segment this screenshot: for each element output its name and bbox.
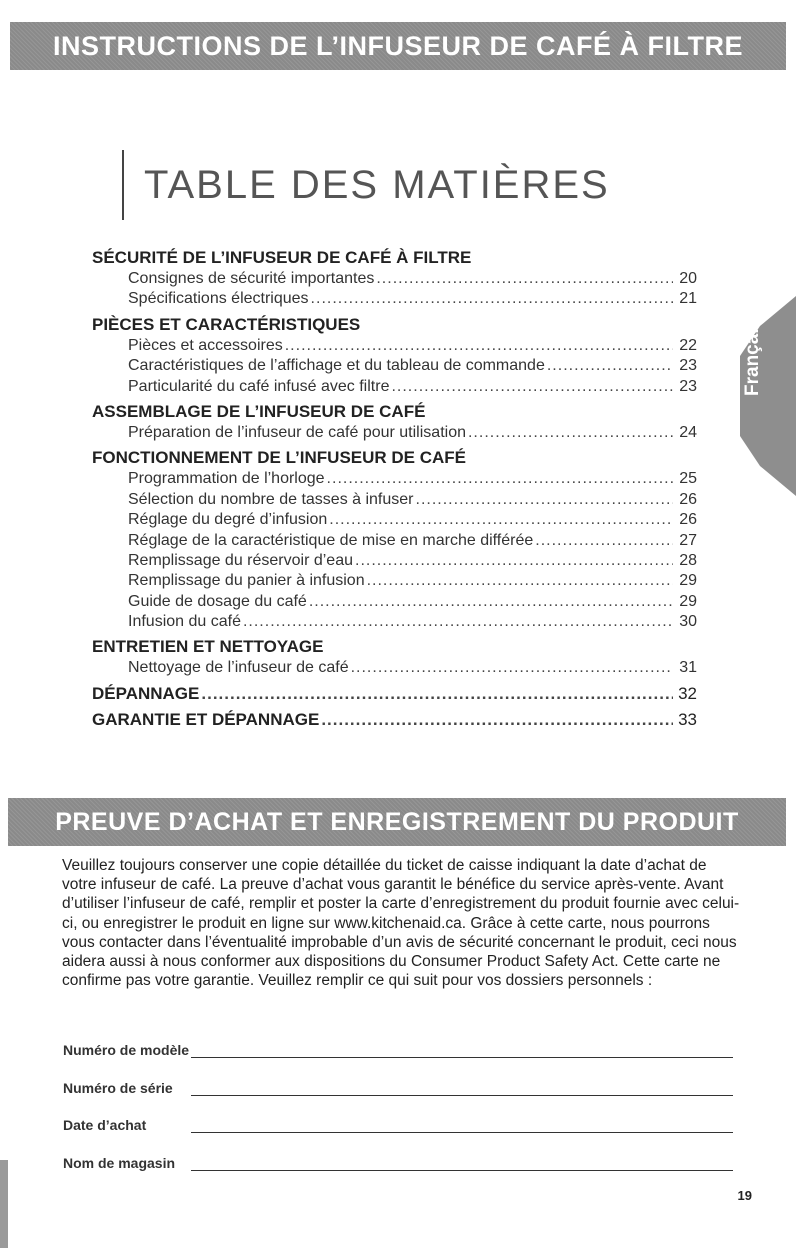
language-tab-label: Français [742,317,763,396]
toc-leader-dots [285,337,673,355]
field-model-number [63,1042,733,1058]
toc-leader-dots [355,552,673,570]
toc-entry-label: Guide de dosage du café [128,592,307,610]
toc-leader-dots [201,684,673,704]
language-tab [740,296,796,496]
fill-line [191,1081,733,1096]
toc-entry-label: Remplissage du réservoir d’eau [128,551,353,569]
toc-entry [92,470,697,490]
toc-page-number: 29 [679,572,697,590]
toc-entry-label: Spécifications électriques [128,290,309,308]
field-label: Date d’achat [63,1117,147,1133]
toc-entry-label: Préparation de l’infuseur de café pour utilisation [128,423,466,441]
fill-line [191,1156,733,1171]
toc-section-title: ENTRETIEN ET NETTOYAGE [92,637,324,657]
toc-entry-label: Infusion du café [128,613,241,631]
toc-entry-label: Nettoyage de l’infuseur de café [128,659,349,677]
toc-section-heading [92,448,697,470]
toc-page-number: 33 [678,709,697,729]
toc-page-number: 25 [679,470,697,488]
toc-section-title: DÉPANNAGE [92,683,200,703]
toc-page-number: 26 [679,511,697,529]
table-of-contents [92,244,697,732]
toc-entry-label: Caractéristiques de l’affichage et du tableau de commande [128,357,545,375]
toc-page-number: 26 [679,490,697,508]
toc-title: TABLE DES MATIÈRES [122,150,610,220]
toc-leader-dots [309,593,673,611]
toc-leader-dots [547,357,673,375]
toc-section-title: SÉCURITÉ DE L’INFUSEUR DE CAFÉ À FILTRE [92,248,472,267]
field-serial-number [63,1080,733,1096]
toc-leader-dots [468,424,673,442]
toc-section-title: ASSEMBLAGE DE L’INFUSEUR DE CAFÉ [92,401,426,421]
toc-section-title: FONCTIONNEMENT DE L’INFUSEUR DE CAFÉ [92,448,467,468]
toc-leader-dots [391,378,673,396]
toc-page-number: 20 [679,270,697,287]
toc-entry-label: Pièces et accessoires [128,336,283,354]
field-store-name [63,1155,733,1171]
toc-entry [92,270,697,290]
field-label: Numéro de série [63,1080,173,1096]
toc-leader-dots [311,290,673,308]
toc-entry [92,290,697,310]
toc-entry-label: Particularité du café infusé avec filtre [128,377,390,395]
toc-page-number: 24 [679,423,697,441]
page-number: 19 [737,1188,752,1203]
toc-entry-label: Programmation de l’horloge [128,470,325,488]
toc-entry [92,532,697,552]
toc-page-number: 30 [679,613,697,631]
toc-page-number: 27 [679,531,697,549]
proof-banner: PREUVE D’ACHAT ET ENREGISTREMENT DU PRODUIT [8,798,786,846]
toc-section-heading [92,637,697,659]
edge-marker [0,1160,8,1248]
toc-page-number: 31 [679,659,697,677]
toc-entry [92,572,697,592]
toc-entry [92,357,697,377]
toc-entry [92,659,697,679]
toc-entry [92,337,697,357]
toc-entry-label: Réglage du degré d’infusion [128,511,328,529]
toc-leader-dots [243,613,673,631]
fill-line [191,1118,733,1133]
toc-section-title: PIÈCES ET CARACTÉRISTIQUES [92,314,361,334]
header-banner: INSTRUCTIONS DE L’INFUSEUR DE CAFÉ À FILTRE [10,22,786,70]
toc-leader-dots [376,270,673,288]
toc-page-number: 29 [679,592,697,610]
toc-leader-dots [329,511,673,529]
toc-section-heading [92,248,697,270]
toc-entry [92,593,697,613]
toc-page-number: 32 [678,683,697,703]
toc-entry [92,511,697,531]
toc-page-number: 21 [679,290,697,308]
toc-section-title: GARANTIE ET DÉPANNAGE [92,709,320,729]
proof-paragraph: Veuillez toujours conserver une copie détaillée du ticket de caisse indiquant la date d’achat de votre infuseur de café. La preuve d’achat vous garantit le bénéfice du service après-vente. Avant d’utiliser l’infuseur de café, remplir et poster la carte d’enregistrement du produit fournie avec celui-ci, ou enregistrer le produit en ligne sur www.kitchenaid.ca. Grâce à cette carte, nous pourrons vous contacter dans l’éventualité improbable d’un avis de sécurité concernant le produit, ceci nous aidera aussi à nous conformer aux dispositions du Consumer Product Safety Act. Cette carte ne confirme pas votre garantie. Veuillez remplir ce qui suit pour vos dossiers personnels : [62,857,740,990]
toc-section-heading [92,684,697,706]
toc-leader-dots [367,572,673,590]
field-label: Nom de magasin [63,1155,176,1171]
toc-page-number: 22 [679,336,697,354]
toc-section-heading [92,402,697,424]
toc-section-heading [92,315,697,337]
toc-page-number: 23 [679,357,697,375]
toc-section-heading [92,710,697,732]
toc-entry-label: Remplissage du panier à infusion [128,572,365,590]
toc-leader-dots [351,659,673,677]
toc-entry [92,552,697,572]
toc-entry [92,491,697,511]
toc-entry [92,378,697,398]
toc-leader-dots [535,532,673,550]
toc-entry-label: Sélection du nombre de tasses à infuser [128,490,414,508]
field-label: Numéro de modèle [63,1042,190,1058]
toc-leader-dots [321,710,673,730]
toc-leader-dots [416,491,674,509]
toc-entry [92,424,697,444]
toc-entry [92,613,697,633]
field-purchase-date [63,1117,733,1133]
toc-page-number: 23 [679,377,697,395]
toc-page-number: 28 [679,551,697,569]
toc-entry-label: Consignes de sécurité importantes [128,270,375,287]
fill-line [191,1043,733,1058]
toc-entry-label: Réglage de la caractéristique de mise en marche différée [128,531,534,549]
toc-leader-dots [327,470,673,488]
